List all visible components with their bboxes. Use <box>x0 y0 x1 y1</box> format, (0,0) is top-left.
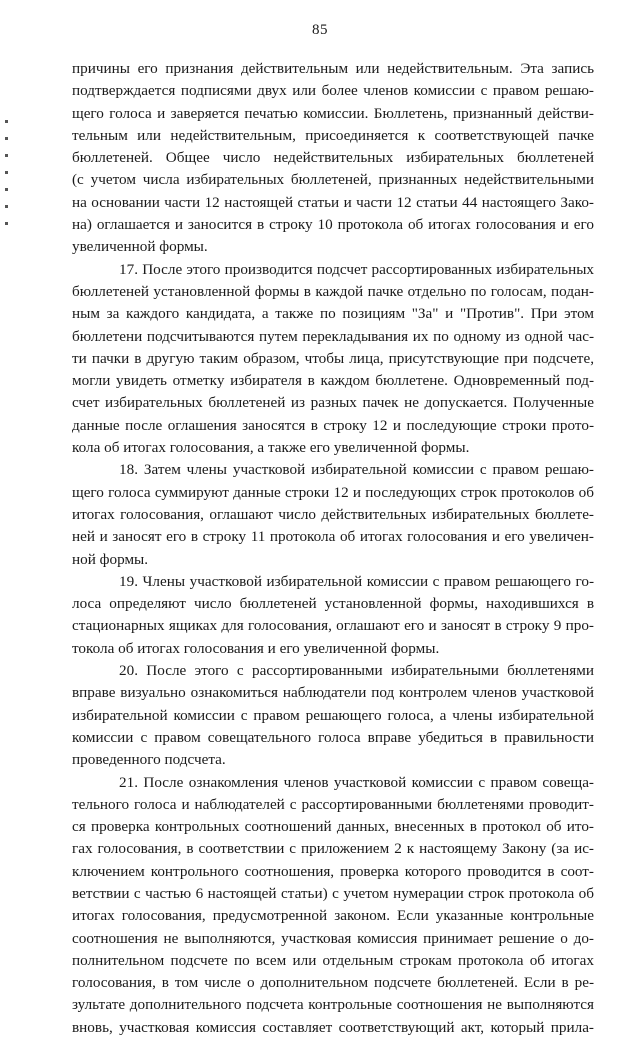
text-line: могли увидеть отметку избирателя в каждом бюллетене. Одновременный под- <box>72 372 594 390</box>
text-line: на) оглашается и заносится в строку 10 протокола об итогах голосования и его <box>72 216 594 234</box>
text-line: гах голосования, в соответствии с приложением 2 к настоящему Закону (за ис- <box>72 840 594 858</box>
text-line: тельным или недействительным, присоединяется к соответствующей пачке <box>72 126 594 144</box>
paragraph-21-start: 21. После ознакомления членов участковой комиссии с правом совеща- <box>119 773 594 791</box>
text-line: ти пачки в другую таким образом, чтобы лица, присутствующие при подсчете, <box>72 349 594 367</box>
text-line: щего голоса и заверяется печатью комиссии. Бюллетень, признанный действи- <box>72 104 594 122</box>
text-line: полнительном подсчете по всем или отдельным строкам протокола об итогах <box>72 951 594 969</box>
text-line: токола об итогах голосования и его увеличенной формы. <box>72 639 440 657</box>
text-line: увеличенной формы. <box>72 238 208 256</box>
paragraph-19-start: 19. Члены участковой избирательной комиссии с правом решающего го- <box>119 572 594 590</box>
text-line: подтверждается подписями двух или более членов комиссии с правом решаю- <box>72 82 594 100</box>
paragraph-17-start: 17. После этого производится подсчет рассортированных избирательных <box>119 260 594 278</box>
text-line: зультате дополнительного подсчета контрольные соотношения не выполняются <box>72 996 594 1014</box>
text-line: избирательной комиссии с правом решающего голоса, а члены избирательной <box>72 706 594 724</box>
text-line: вновь, участковая комиссия составляет соответствующий акт, который прила- <box>72 1018 594 1036</box>
text-line: стационарных ящиках для голосования, оглашают его и заносят в строку 9 про- <box>72 617 594 635</box>
page-number: 85 <box>312 22 328 38</box>
text-line: ся проверка контрольных соотношений данных, внесенных в протокол об ито- <box>72 818 594 836</box>
margin-marks <box>5 120 9 240</box>
text-line: на основании части 12 настоящей статьи и части 12 статьи 44 настоящего Зако- <box>72 193 594 211</box>
text-line: итогах голосования, предусмотренной законом. Если указанные контрольные <box>72 907 594 925</box>
text-line: голосования, в том числе о дополнительном подсчете бюллетеней. Если в ре- <box>72 974 594 992</box>
text-line: ным за каждого кандидата, а также по позициям "За" и "Против". При этом <box>72 305 594 323</box>
text-line: вправе визуально ознакомиться наблюдатели под контролем членов участковой <box>72 684 594 702</box>
text-line: счет избирательных бюллетеней из разных пачек не допускается. Полученные <box>72 394 594 412</box>
text-line: проведенного подсчета. <box>72 751 226 769</box>
text-line: соотношения не выполняются, участковая комиссия принимает решение о до- <box>72 929 594 947</box>
text-line: лоса определяют число бюллетеней установленной формы, находившихся в <box>72 595 594 613</box>
text-line: ветствии с частью 6 настоящей статьи) с учетом нумерации строк протокола об <box>72 884 594 902</box>
text-line: причины его признания действительным или недействительным. Эта запись <box>72 60 594 77</box>
text-line: бюллетеней. Общее число недействительных избирательных бюллетеней <box>72 149 594 167</box>
text-line: итогах голосования, оглашают число действительных избирательных бюллете- <box>72 505 594 523</box>
document-text <box>72 58 594 1039</box>
paragraph-20-start: 20. После этого с рассортированными избирательными бюллетенями <box>119 662 594 680</box>
paragraph-18-start: 18. Затем члены участковой избирательной комиссии с правом решаю- <box>119 461 594 479</box>
text-line: ной формы. <box>72 550 149 568</box>
text-line: ключением контрольного соотношения, проверка которого проводится в соот- <box>72 862 594 880</box>
text-line: ней и заносят его в строку 11 протокола об итогах голосования и его увеличен- <box>72 528 594 546</box>
text-line: тельного голоса и наблюдателей с рассортированными бюллетенями проводит- <box>72 795 594 813</box>
text-line: кола об итогах голосования, а также его увеличенной формы. <box>72 439 470 457</box>
text-line: данные после оглашения заносятся в строку 12 и последующие строки прото- <box>72 416 594 434</box>
text-line: щего голоса суммируют данные строки 12 и последующих строк протоколов об <box>72 483 594 501</box>
text-line: комиссии с правом совещательного голоса вправе убедиться в правильности <box>72 728 594 746</box>
text-line: бюллетени подсчитываются путем перекладывания их по одному из одной час- <box>72 327 594 345</box>
text-line: (с учетом числа избирательных бюллетеней, признанных недействительными <box>72 171 594 189</box>
text-line: бюллетеней установленной формы в каждой пачке отдельно по голосам, подан- <box>72 282 594 300</box>
